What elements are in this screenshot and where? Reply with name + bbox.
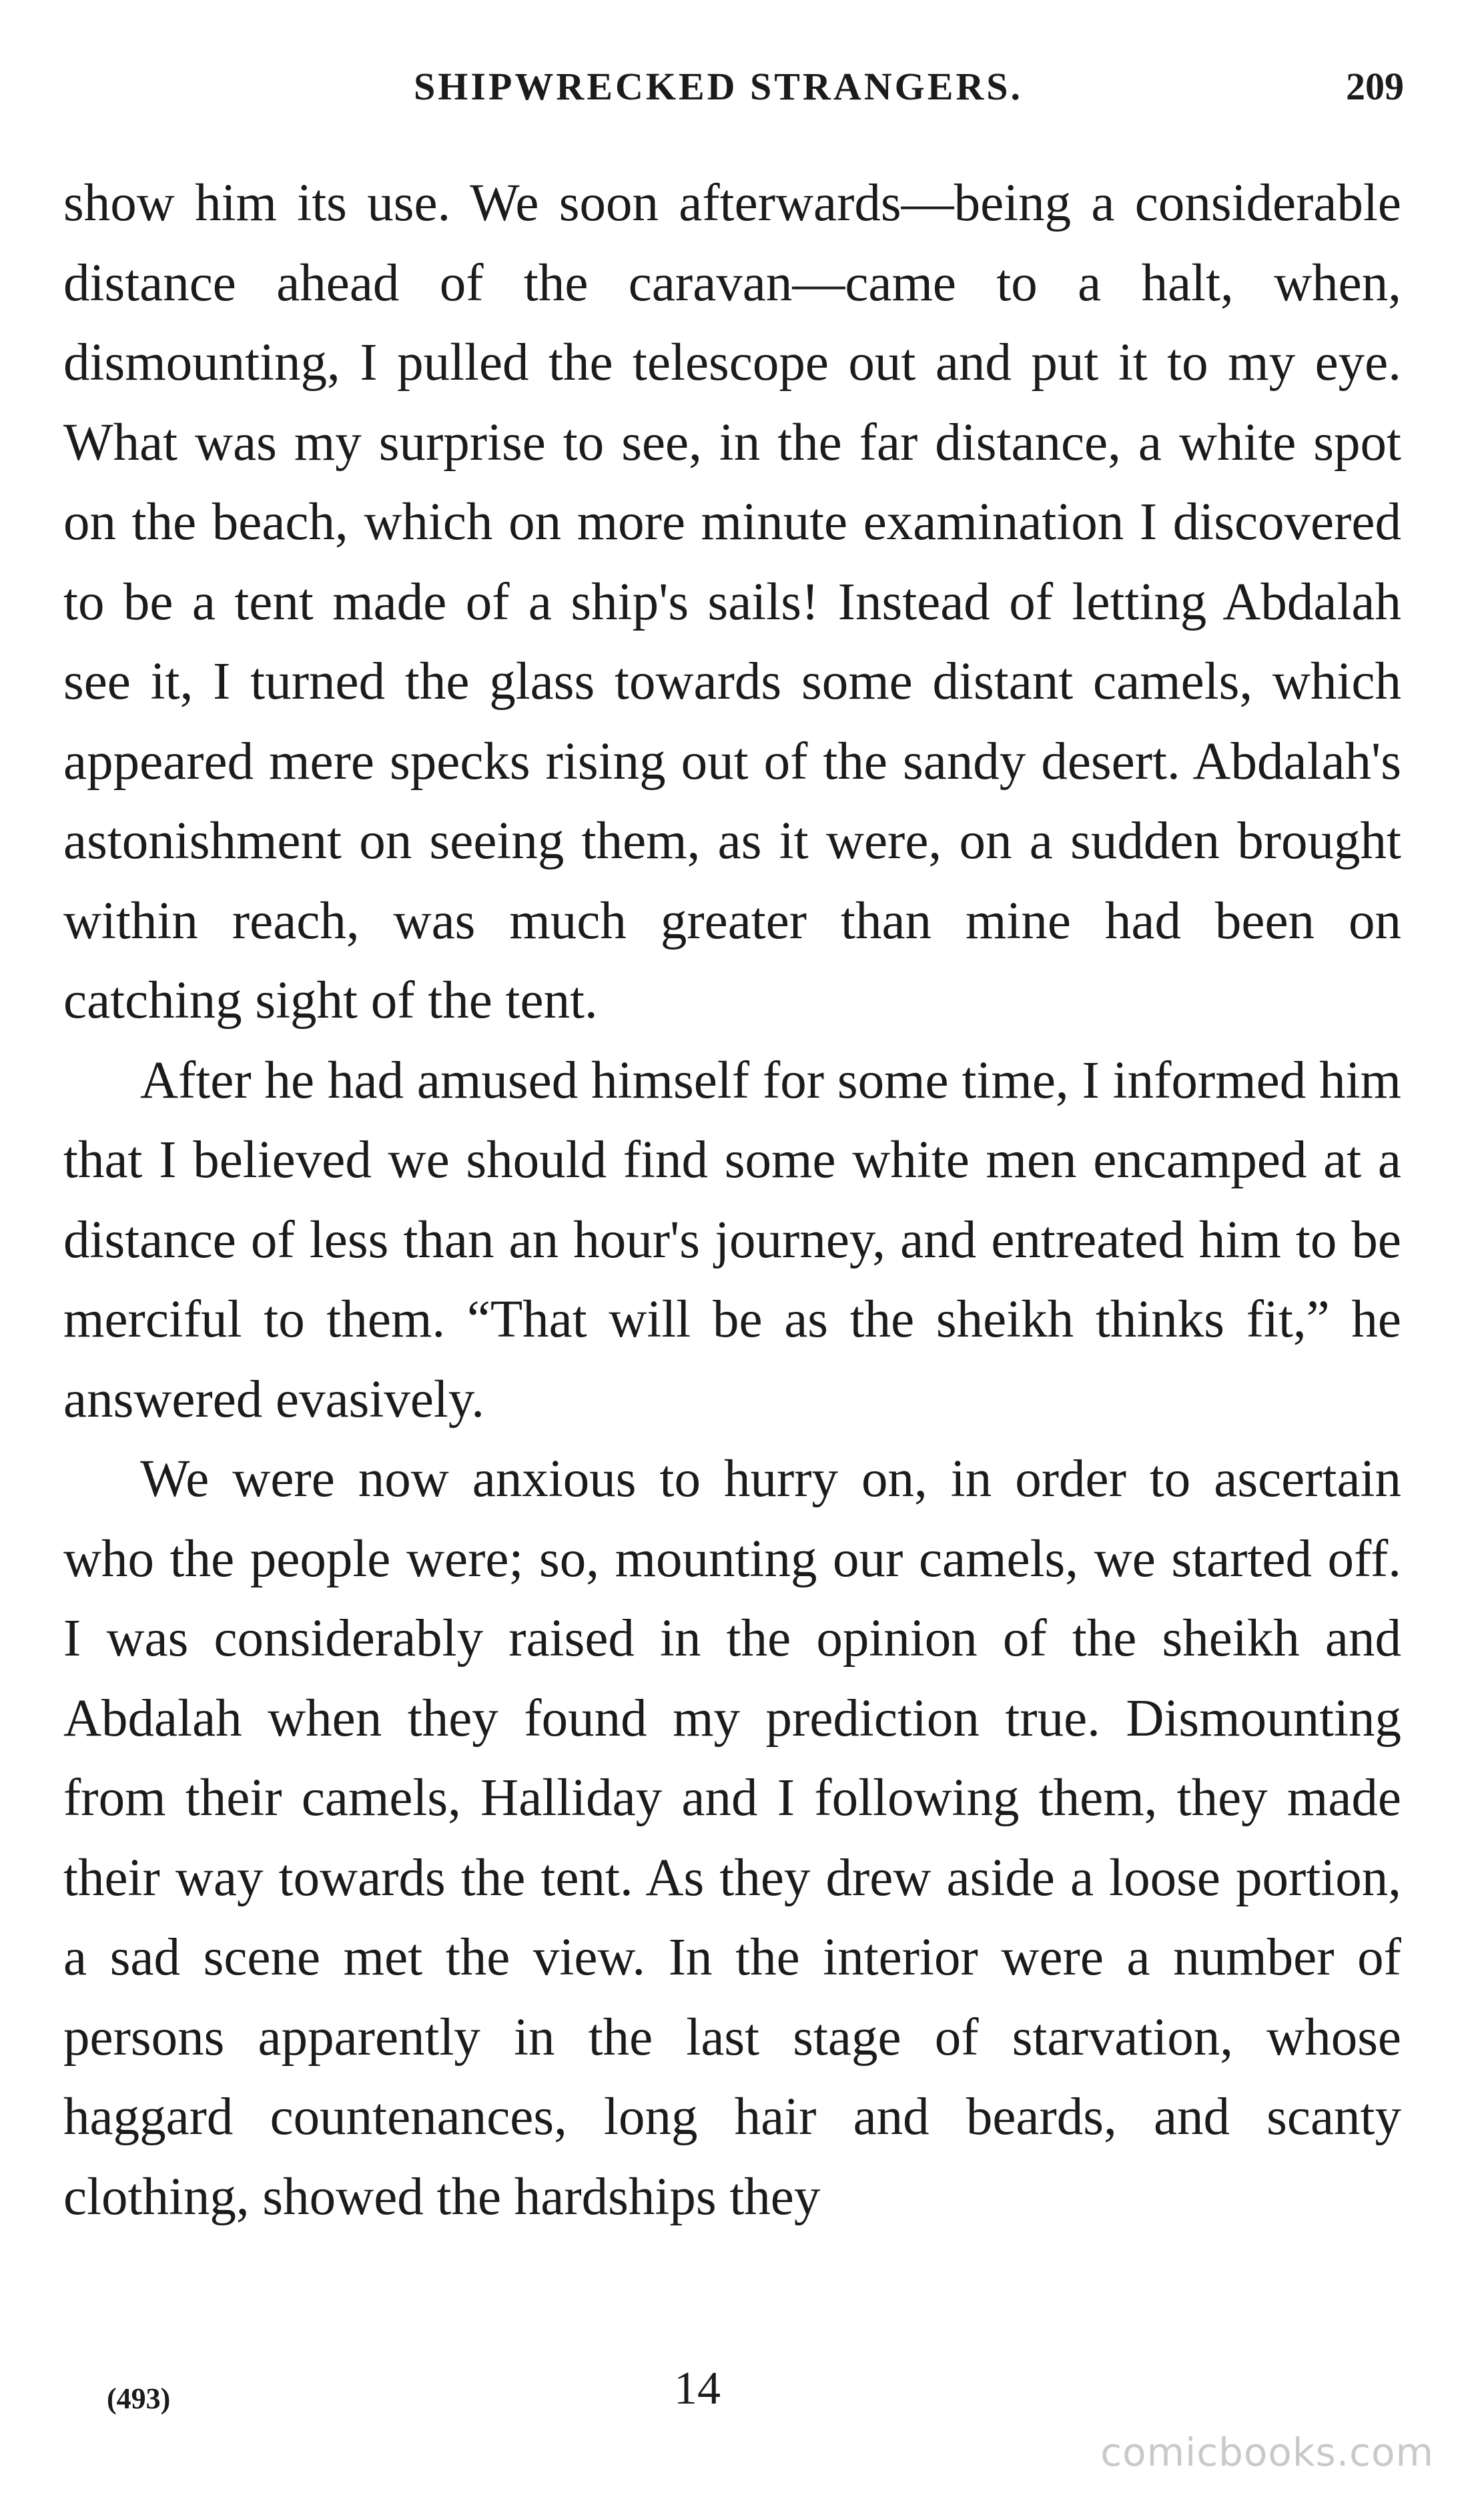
running-title: SHIPWRECKED STRANGERS. [414,65,1024,108]
paragraph-continued: show him its use. We soon afterwards—being a considerable distance ahead of the caravan—came to a halt, when, dismounting, I pulled the telescope out and put it to my eye. What was my surprise to see, in the far distance, a white spot on the beach, which on more minute examination I discovered to be a tent made of a ship's sails! Instead of letting Abdalah see it, I turned the glass towards some distant camels, which appeared mere specks rising out of the sandy desert. Abdalah's astonishment on seeing them, as it were, on a sudden brought within reach, was much greater than mine had been on catching sight of the tent. [63,174,1401,1030]
paragraph: We were now anxious to hurry on, in order to ascertain who the people were; so, mounting our camels, we started off. I was considerably raised in the opinion of the sheikh and Abdalah when they found my prediction true. Dismounting from their camels, Halliday and I following them, they made their way towards the tent. As they drew aside a loose portion, a sad scene met the view. In the interior were a number of persons apparently in the last stage of starvation, whose haggard countenances, long hair and beards, and scanty clothing, showed the hardships they [63,1450,1401,2226]
printer-signature-mark: (493) [107,2382,171,2415]
page-number: 209 [1346,65,1404,108]
paragraph: After he had amused himself for some time, I informed him that I believed we should find some white men encamped at a distance of less than an hour's journey, and entreated him to be merciful to them. “That will be as the sheikh thinks fit,” he answered evasively. [63,1051,1401,1429]
signature-number: 14 [674,2363,721,2414]
running-head [0,57,1484,117]
body-text [63,163,1401,2237]
watermark: comicbooks.com [1100,2430,1434,2475]
